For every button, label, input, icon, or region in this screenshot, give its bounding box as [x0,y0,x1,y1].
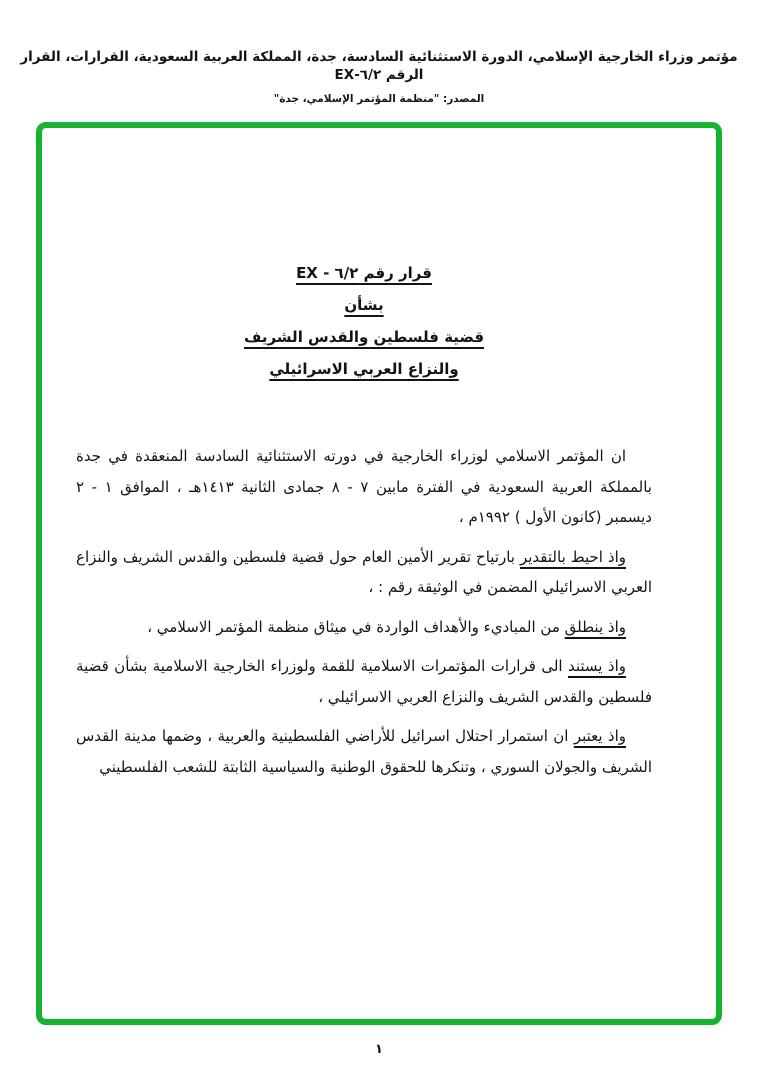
citation-line-1: مؤتمر وزراء الخارجية الإسلامي، الدورة الاستثنائية السادسة، جدة، المملكة العربية السعودية، القرارات، القرار الرقم ٦/٢-EX [20,49,738,83]
page-number: ١ [375,1042,383,1057]
citation-source-line: المصدر: "منظمة المؤتمر الإسلامي، جدة" [273,93,485,105]
paragraph-lead: واذ احيط بالتقدير [519,547,626,566]
paragraph-taking-note [76,542,652,603]
document-content [36,122,722,791]
paragraph-text: ان استمرار احتلال اسرائيل للأراضي الفلسطينية والعربية ، وضمها مدينة القدس الشريف والجولان السوري ، وتنكرها للحقوق الوطنية والسياسية الثابتة للشعب الفلسطيني [76,727,652,776]
resolution-regarding-line: بشأن [344,296,384,314]
paragraph-text: من المباديء والأهداف الواردة في ميثاق منظمة المؤتمر الاسلامي ، [147,617,565,636]
paragraph-proceeding-from [76,612,652,643]
paragraph-lead: واذ يعتبر [573,727,626,745]
paragraph-text: بارتياح تقرير الأمين العام حول قضية فلسطين والقدس الشريف والنزاع العربي الاسرائيلي المضمن في الوثيقة رقم : ، [76,547,652,596]
paragraph-considering [76,721,652,782]
citation-header [0,48,758,105]
paragraph-lead: واذ يستند [568,657,627,675]
paragraph-text: ان المؤتمر الاسلامي لوزراء الخارجية في دورته الاستثنائية السادسة المنعقدة في جدة بالمملكة العربية السعودية في الفترة مابين ٧ - ٨ جمادى الثانية ١٤١٣هـ ، الموافق ١ - ٢ ديسمبر (كانون الأول ) ١٩٩٢م ، [76,447,652,526]
resolution-title-block [76,257,652,385]
resolution-subject-line-1: قضية فلسطين والقدس الشريف [243,328,485,346]
paragraph-preamble [76,441,652,533]
paragraph-lead: واذ ينطلق [564,617,626,636]
paragraph-text: الى قرارات المؤتمرات الاسلامية للقمة ولوزراء الخارجية الاسلامية بشأن قضية فلسطين والقدس الشريف والنزاع العربي الاسرائيلي ، [76,657,652,706]
paragraph-based-on [76,651,652,712]
resolution-number-line: قرار رقم ٦/٢ - EX [296,264,432,282]
resolution-body [76,441,652,782]
resolution-subject-line-2: والنزاع العربي الاسرائيلي [269,360,459,378]
